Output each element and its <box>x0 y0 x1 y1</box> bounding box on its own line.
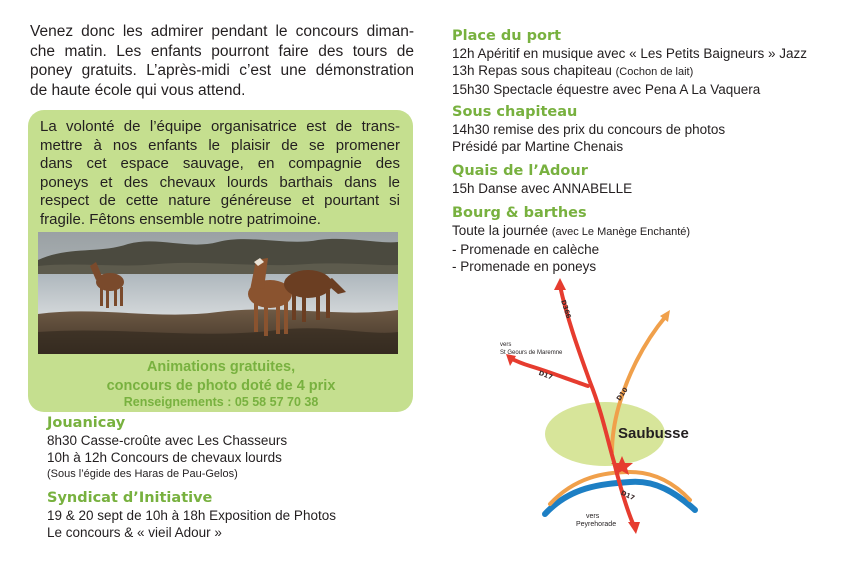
info-line: respect de cette nature généreuse et pourtant si <box>40 192 400 210</box>
info-line: poneys et des chevaux lourds barthais dans le <box>40 173 400 191</box>
program-text: 8h30 Casse-croûte avec Les Chasseurs <box>47 433 288 448</box>
program-text: 19 & 20 sept de 10h à 18h Exposition de Photos <box>47 508 336 523</box>
destination-label: Peyrehorade <box>576 521 617 528</box>
program-text: - Promenade en calèche <box>452 242 600 257</box>
program-line <box>452 121 725 138</box>
program-line <box>452 180 632 197</box>
program-text: Présidé par Martine Chenais <box>452 139 624 154</box>
horses-photo-image <box>38 232 398 354</box>
section-title: Quais de l’Adour <box>452 163 588 179</box>
program-text: 15h Danse avec ANNABELLE <box>452 181 633 196</box>
town-label: Saubusse <box>618 425 689 442</box>
section-title: Bourg & barthes <box>452 205 587 221</box>
road-label-d17-west: D17 <box>537 368 554 382</box>
map-graphic <box>490 272 720 552</box>
destination-label: St Geours de Maremne <box>500 350 563 356</box>
program-text: 10h à 12h Concours de chevaux lourds <box>47 450 282 465</box>
program-text: 14h30 remise des prix du concours de photos <box>452 122 726 137</box>
road-label-d366: D366 <box>559 298 573 320</box>
intro-line: poney gratuits. L’après-midi c’est une démonstration <box>30 62 414 79</box>
intro-paragraph <box>30 22 414 100</box>
info-box-text <box>40 118 400 230</box>
horses-photo <box>38 232 398 354</box>
destination-label: vers <box>500 342 512 348</box>
program-text: Le concours & « vieil Adour » <box>47 525 222 540</box>
program-line <box>452 62 807 81</box>
section-sous-chapiteau <box>452 103 725 155</box>
arrow-icon <box>554 278 566 290</box>
program-text: 13h Repas sous chapiteau <box>452 63 616 78</box>
section-bourg-barthes <box>452 204 690 275</box>
section-place-du-port <box>452 27 807 98</box>
program-text: Toute la journée <box>452 223 552 238</box>
animations-title: Animations gratuites, <box>146 359 296 375</box>
section-title: Sous chapiteau <box>452 104 578 120</box>
program-text: - Promenade en poneys <box>452 259 597 274</box>
intro-line: Venez donc les admirer pendant le concours diman- <box>30 23 414 40</box>
intro-line: de haute école qui vous attend. <box>30 81 246 99</box>
section-syndicat <box>47 489 336 541</box>
arrow-icon <box>628 522 640 534</box>
photo-contest-title: concours de photo doté de 4 prix <box>106 378 336 394</box>
section-jouanicay <box>47 414 287 482</box>
info-line: dans cet espace sauvage, en compagnie des <box>40 155 400 173</box>
contact-phone: Renseignements : 05 58 57 70 38 <box>123 395 319 409</box>
saubusse-map <box>490 272 720 552</box>
program-line <box>47 432 287 449</box>
program-line <box>452 45 807 62</box>
section-title: Place du port <box>452 28 562 44</box>
program-line <box>47 524 336 541</box>
road-label-d10: D10 <box>614 385 630 403</box>
program-note: (Cochon de lait) <box>615 66 694 78</box>
section-title: Jouanicay <box>47 415 126 431</box>
program-line <box>47 449 287 466</box>
program-text: 12h Apéritif en musique avec « Les Petits Baigneurs » Jazz <box>452 46 807 61</box>
section-quais-adour <box>452 162 632 197</box>
program-note: (avec Le Manège Enchanté) <box>551 226 691 238</box>
program-line <box>452 222 690 241</box>
destination-label: vers <box>586 513 600 520</box>
info-line: fragile. Fêtons ensemble notre patrimoine. <box>40 210 321 228</box>
program-line <box>47 507 336 524</box>
info-line: mettre à nos enfants le plaisir de se promener <box>40 136 400 154</box>
section-title: Syndicat d’Initiative <box>47 490 213 506</box>
program-line <box>452 81 807 98</box>
program-note: (Sous l’égide des Haras de Pau-Gelos) <box>47 468 238 480</box>
program-line <box>452 138 725 155</box>
intro-line: che matin. Les enfants pourront faire des tours de <box>30 42 414 60</box>
program-text: 15h30 Spectacle équestre avec Pena A La Vaquera <box>452 82 761 97</box>
info-line: La volonté de l’équipe organisatrice est de trans- <box>40 118 400 135</box>
program-line <box>452 241 690 258</box>
road-label-d17-south: D17 <box>619 488 637 503</box>
